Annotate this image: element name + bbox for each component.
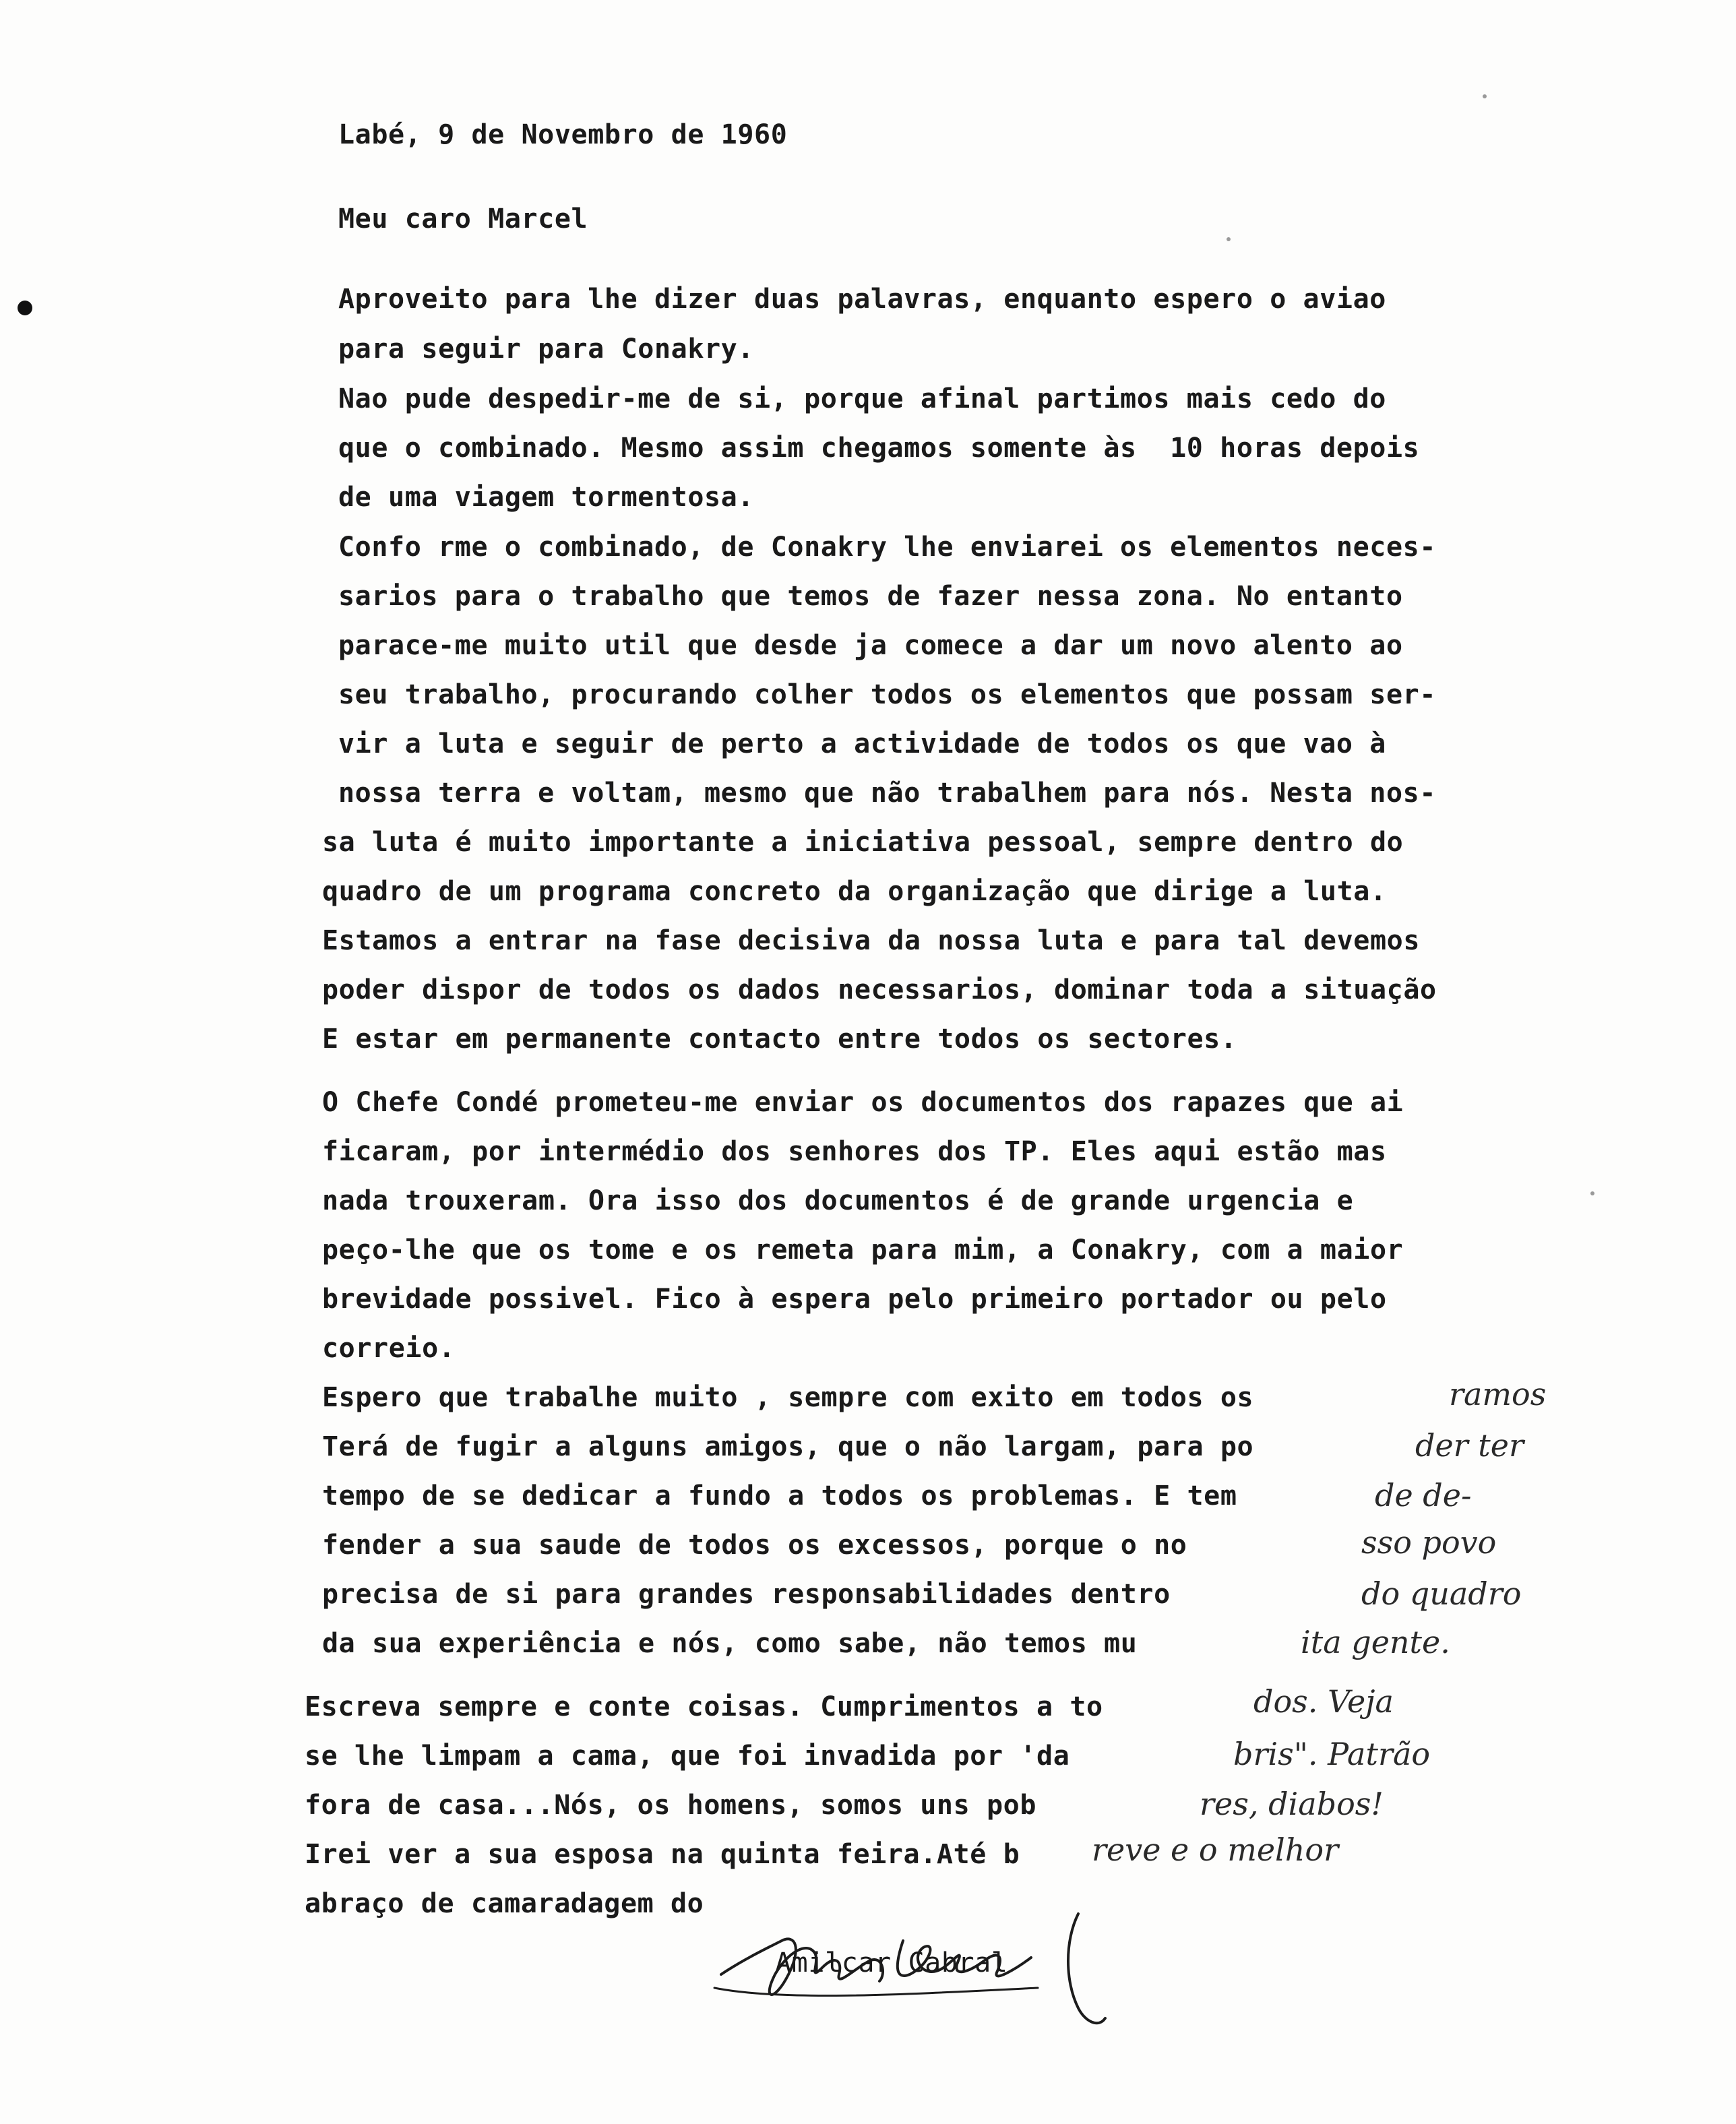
handwritten-note: dos. Veja [1253, 1683, 1394, 1720]
letter-line: correio. [322, 1333, 456, 1364]
letter-line: quadro de um programa concreto da organização que dirige a luta. [322, 876, 1387, 907]
letter-line: de uma viagem tormentosa. [338, 482, 755, 513]
letter-line: Espero que trabalhe muito , sempre com exito em todos os [322, 1382, 1254, 1413]
letter-line: Confo rme o combinado, de Conakry lhe enviarei os elementos neces- [338, 532, 1437, 563]
letter-line: Irei ver a sua esposa na quinta feira.Até b [305, 1839, 1020, 1870]
letter-line: sa luta é muito importante a iniciativa pessoal, sempre dentro do [322, 827, 1404, 858]
handwritten-note: ita gente. [1301, 1624, 1450, 1660]
handwritten-note: do quadro [1361, 1575, 1522, 1612]
handwritten-note: sso povo [1361, 1524, 1497, 1561]
typed-signature-name: Amilcar Cabral [775, 1947, 1008, 1978]
handwritten-note: res, diabos! [1200, 1786, 1384, 1822]
handwritten-note: bris". Patrão [1233, 1736, 1431, 1772]
letter-line: nada trouxeram. Ora isso dos documentos é de grande urgencia e [322, 1185, 1354, 1216]
letter-salutation: Meu caro Marcel [338, 204, 588, 235]
hole-punch-mark [18, 301, 32, 315]
letter-line: fender a sua saude de todos os excessos, porque o no [322, 1530, 1187, 1561]
letter-line: seu trabalho, procurando colher todos os elementos que possam ser- [338, 679, 1437, 710]
letter-line: poder dispor de todos os dados necessarios, dominar toda a situação [322, 974, 1437, 1005]
letter-line: Estamos a entrar na fase decisiva da nossa luta e para tal devemos [322, 925, 1421, 956]
letter-line: da sua experiência e nós, como sabe, não temos mu [322, 1628, 1138, 1659]
scan-speck [1227, 237, 1231, 241]
letter-line: nossa terra e voltam, mesmo que não trabalhem para nós. Nesta nos- [338, 778, 1437, 809]
handwritten-note: ramos [1449, 1376, 1547, 1412]
letter-line: sarios para o trabalho que temos de fazer nessa zona. No entanto [338, 581, 1403, 612]
scan-speck [1590, 1191, 1594, 1195]
letter-line: parace-me muito util que desde ja comece a dar um novo alento ao [338, 630, 1403, 661]
letter-line: brevidade possivel. Fico à espera pelo primeiro portador ou pelo [322, 1284, 1387, 1315]
handwritten-note: de de- [1375, 1477, 1472, 1513]
handwritten-note: reve e o melhor [1092, 1832, 1339, 1868]
letter-line: peço-lhe que os tome e os remeta para mim, a Conakry, com a maior [322, 1235, 1404, 1266]
letter-line: fora de casa...Nós, os homens, somos uns pob [305, 1790, 1037, 1821]
letter-line: tempo de se dedicar a fundo a todos os problemas. E tem [322, 1480, 1237, 1511]
letter-line: O Chefe Condé prometeu-me enviar os documentos dos rapazes que ai [322, 1087, 1404, 1118]
letter-dateline: Labé, 9 de Novembro de 1960 [338, 119, 788, 150]
letter-line: Terá de fugir a alguns amigos, que o não largam, para po [322, 1431, 1254, 1462]
letter-line: abraço de camaradagem do [305, 1888, 704, 1919]
letter-line: Aproveito para lhe dizer duas palavras, enquanto espero o aviao [338, 284, 1386, 315]
letter-line: vir a luta e seguir de perto a actividade de todos os que vao à [338, 728, 1386, 759]
letter-line: ficaram, por intermédio dos senhores dos TP. Eles aqui estão mas [322, 1136, 1387, 1167]
letter-line: que o combinado. Mesmo assim chegamos somente às 10 horas depois [338, 433, 1420, 464]
letter-line: E estar em permanente contacto entre todos os sectores. [322, 1024, 1237, 1055]
scan-speck [1483, 94, 1487, 98]
handwritten-note: der ter [1415, 1427, 1524, 1464]
letter-line: Nao pude despedir-me de si, porque afinal partimos mais cedo do [338, 383, 1386, 414]
letter-line: precisa de si para grandes responsabilidades dentro [322, 1579, 1171, 1610]
letter-line: para seguir para Conakry. [338, 334, 755, 365]
letter-line: Escreva sempre e conte coisas. Cumprimentos a to [305, 1691, 1103, 1722]
letter-line: se lhe limpam a cama, que foi invadida por 'da [305, 1741, 1070, 1772]
